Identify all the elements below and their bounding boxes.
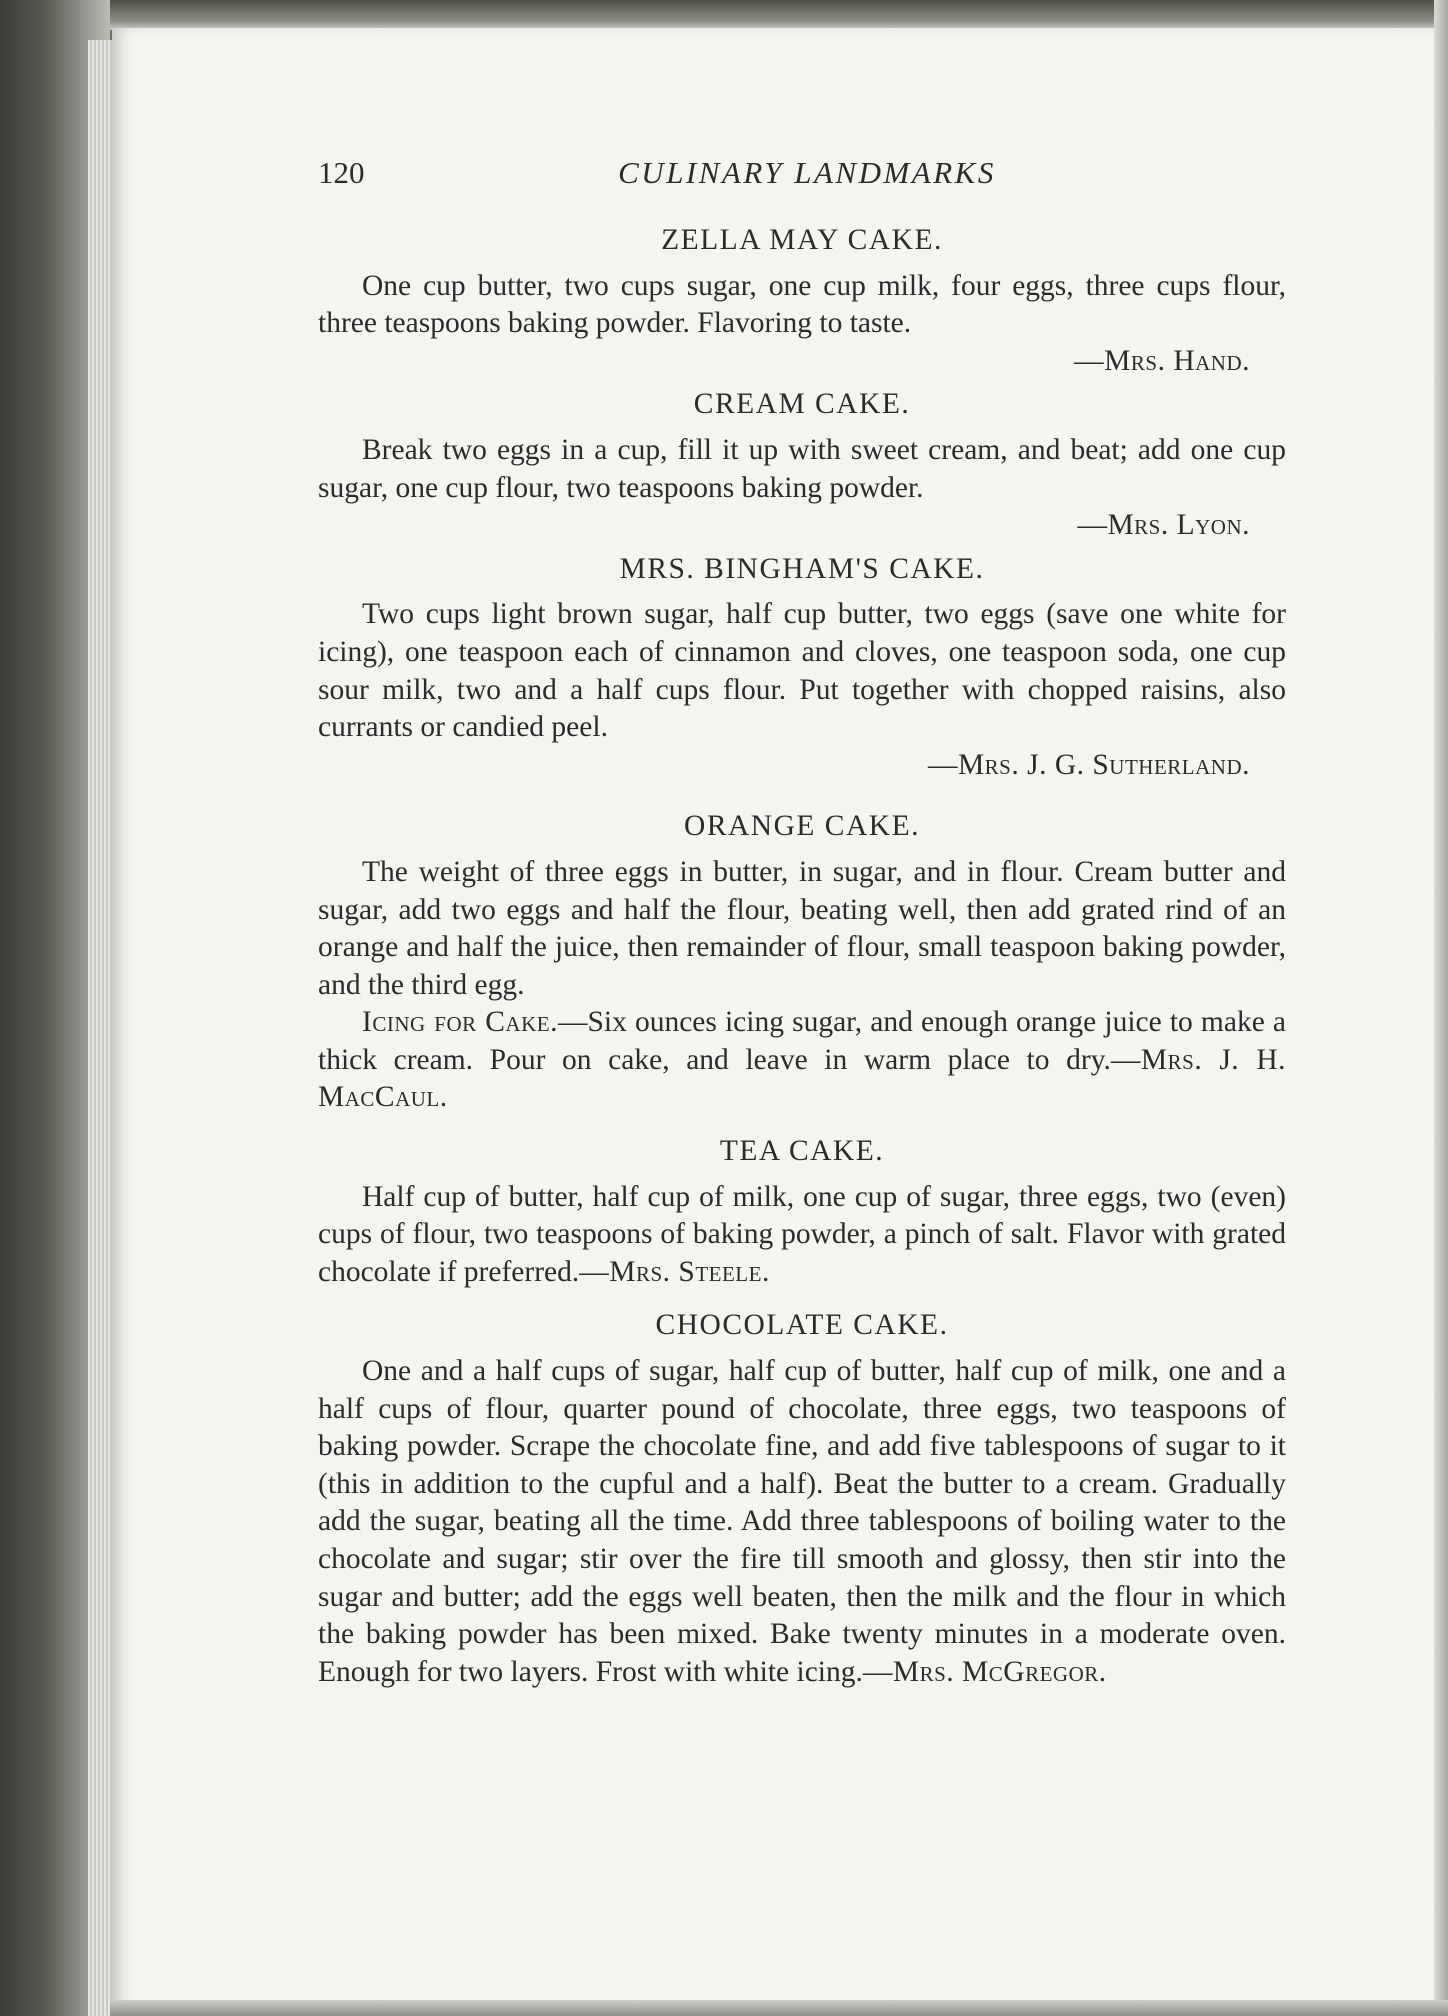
recipe-text (318, 1179, 1286, 1292)
recipe-text (318, 1353, 1286, 1691)
icing-text: —Six ounces icing sugar, and enough orange juice to make a thick cream. Pour on cake, and leave in warm place to dry. (318, 1006, 1287, 1076)
recipe-attribution: —Mrs. J. G. Sutherland. (927, 748, 1250, 781)
recipe-attribution: —Mrs. Steele. (579, 1255, 770, 1288)
recipe-title: CHOCOLATE CAKE. (655, 1309, 949, 1342)
recipe-attribution: —Mrs. McGregor. (862, 1655, 1107, 1688)
recipe-title: MRS. BINGHAM'S CAKE. (619, 552, 985, 585)
recipe-text-body: Half cup of butter, half cup of milk, one cup of sugar, three eggs, two (even) cups of flour, two teaspoons of baking powder, a pinch of salt. Flavor with grated chocolate if preferred. (318, 1180, 1286, 1288)
running-title: CULINARY LANDMARKS (618, 155, 996, 190)
recipe-cream-cake (318, 386, 1286, 544)
recipe-text: One cup butter, two cups sugar, one cup milk, four eggs, three cups flour, three teaspoons baking powder. Flavoring to taste. (318, 269, 1286, 340)
page-header (318, 150, 1286, 200)
book-bottom-edge (110, 2000, 1448, 2016)
recipe-text-body: One and a half cups of sugar, half cup of butter, half cup of milk, one and a half cups of flour, quarter pound of chocolate, three eggs, two teaspoons of baking powder. Scrape the chocolate fine, and add five tablespoons of sugar to it (this in addition to the cupful and a half). Beat the butter to a cream. Gradually add the sugar, beating all the time. Add three tablespoons of boiling water to the chocolate and sugar; stir over the fire till smooth and glossy, then stir into the sugar and butter; add the eggs well beaten, then the milk and the flour in which the baking powder has been mixed. Bake twenty minutes in a moderate oven. Enough for two layers. Frost with white icing. (318, 1355, 1286, 1688)
recipe-chocolate-cake (318, 1307, 1286, 1691)
recipe-orange-cake (318, 808, 1286, 1117)
recipe-attribution: —Mrs. Lyon. (1077, 509, 1250, 542)
book-right-edge (1434, 0, 1448, 2016)
page-number: 120 (318, 155, 365, 190)
recipe-binghams-cake (318, 551, 1286, 785)
recipe-attribution: —Mrs. Hand. (1074, 344, 1250, 377)
recipe-text: The weight of three eggs in butter, in sugar, and in flour. Cream butter and sugar, add two eggs and half the flour, beating well, then add grated rind of an orange and half the juice, then remainder of flour, small teaspoon baking powder, and the third egg. (318, 855, 1286, 1001)
recipe-title: ZELLA MAY CAKE. (661, 224, 943, 256)
recipe-title: TEA CAKE. (719, 1135, 885, 1168)
recipe-text: Two cups light brown sugar, half cup butter, two eggs (save one white for icing), one teaspoon each of cinnamon and cloves, one teaspoon soda, one cup sour milk, two and a half cups flour. Put together with chopped raisins, also currants or candied peel. (318, 598, 1286, 744)
book-top-edge (0, 0, 1448, 30)
recipe-title: CREAM CAKE. (693, 388, 911, 421)
recipe-attribution: —Mrs. J. H. MacCaul. (318, 1043, 1286, 1114)
recipe-title: ORANGE CAKE. (684, 810, 920, 843)
recipe-text: Break two eggs in a cup, fill it up with sweet cream, and beat; add one cup sugar, one cup flour, two teaspoons baking powder. (318, 433, 1286, 504)
recipe-zella-may-cake (318, 222, 1286, 380)
text-column (318, 150, 1286, 1691)
icing-paragraph (318, 1004, 1286, 1117)
recipe-tea-cake (318, 1133, 1286, 1291)
icing-label: Icing for Cake. (362, 1006, 558, 1039)
